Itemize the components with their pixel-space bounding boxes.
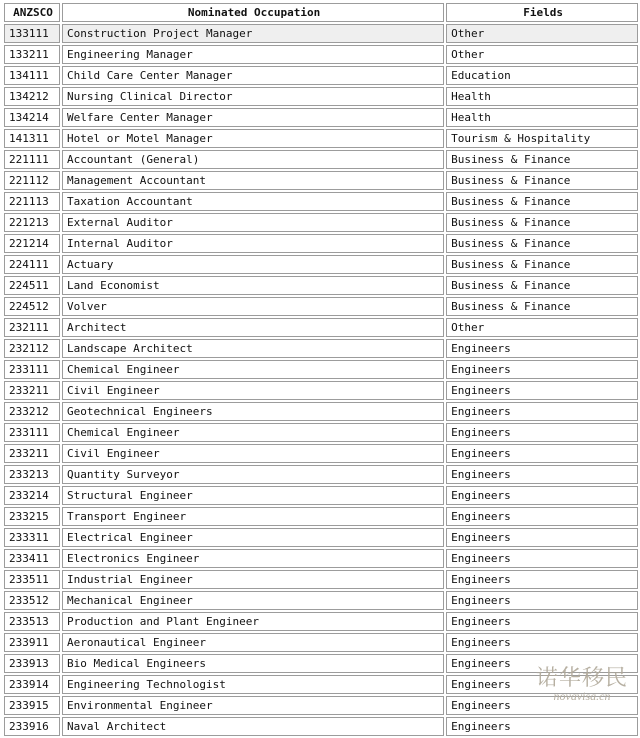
table-row bbox=[4, 129, 638, 148]
cell-anzsco: 232112 bbox=[4, 339, 60, 358]
cell-anzsco: 133211 bbox=[4, 45, 60, 64]
table-row bbox=[4, 87, 638, 106]
cell-field: Engineers bbox=[446, 423, 638, 442]
cell-field: Health bbox=[446, 108, 638, 127]
cell-anzsco: 224512 bbox=[4, 297, 60, 316]
cell-anzsco: 134111 bbox=[4, 66, 60, 85]
cell-anzsco: 221111 bbox=[4, 150, 60, 169]
cell-field: Other bbox=[446, 24, 638, 43]
cell-field: Business & Finance bbox=[446, 192, 638, 211]
cell-occupation: Mechanical Engineer bbox=[62, 591, 444, 610]
cell-field: Engineers bbox=[446, 444, 638, 463]
cell-field: Engineers bbox=[446, 654, 638, 673]
cell-field: Engineers bbox=[446, 360, 638, 379]
cell-anzsco: 224511 bbox=[4, 276, 60, 295]
table-body bbox=[4, 24, 638, 736]
cell-occupation: Construction Project Manager bbox=[62, 24, 444, 43]
table-row bbox=[4, 402, 638, 421]
table-row bbox=[4, 255, 638, 274]
table-row bbox=[4, 297, 638, 316]
watermark-chinese: 诺华移民 bbox=[535, 666, 628, 691]
cell-field: Engineers bbox=[446, 507, 638, 526]
table-row bbox=[4, 276, 638, 295]
table-row bbox=[4, 24, 638, 43]
cell-occupation: Volver bbox=[62, 297, 444, 316]
cell-anzsco: 233111 bbox=[4, 360, 60, 379]
cell-field: Business & Finance bbox=[446, 255, 638, 274]
cell-occupation: Aeronautical Engineer bbox=[62, 633, 444, 652]
cell-anzsco: 233913 bbox=[4, 654, 60, 673]
cell-anzsco: 233111 bbox=[4, 423, 60, 442]
cell-field: Business & Finance bbox=[446, 276, 638, 295]
cell-field: Tourism & Hospitality bbox=[446, 129, 638, 148]
cell-occupation: Landscape Architect bbox=[62, 339, 444, 358]
cell-anzsco: 133111 bbox=[4, 24, 60, 43]
cell-anzsco: 233214 bbox=[4, 486, 60, 505]
table-row bbox=[4, 234, 638, 253]
cell-field: Engineers bbox=[446, 402, 638, 421]
cell-occupation: Land Economist bbox=[62, 276, 444, 295]
cell-anzsco: 233916 bbox=[4, 717, 60, 736]
cell-occupation: Internal Auditor bbox=[62, 234, 444, 253]
cell-field: Engineers bbox=[446, 465, 638, 484]
cell-occupation: Quantity Surveyor bbox=[62, 465, 444, 484]
table-row bbox=[4, 213, 638, 232]
cell-occupation: Civil Engineer bbox=[62, 381, 444, 400]
cell-field: Engineers bbox=[446, 591, 638, 610]
cell-occupation: Taxation Accountant bbox=[62, 192, 444, 211]
cell-field: Business & Finance bbox=[446, 297, 638, 316]
cell-field: Engineers bbox=[446, 717, 638, 736]
cell-anzsco: 232111 bbox=[4, 318, 60, 337]
cell-field: Business & Finance bbox=[446, 234, 638, 253]
cell-anzsco: 233212 bbox=[4, 402, 60, 421]
cell-anzsco: 233513 bbox=[4, 612, 60, 631]
table-row bbox=[4, 549, 638, 568]
cell-anzsco: 233911 bbox=[4, 633, 60, 652]
cell-anzsco: 233411 bbox=[4, 549, 60, 568]
table-row bbox=[4, 192, 638, 211]
cell-occupation: Child Care Center Manager bbox=[62, 66, 444, 85]
table-row bbox=[4, 171, 638, 190]
cell-anzsco: 233915 bbox=[4, 696, 60, 715]
cell-field: Engineers bbox=[446, 696, 638, 715]
header-anzsco: ANZSCO bbox=[4, 3, 60, 22]
table-row bbox=[4, 486, 638, 505]
cell-occupation: Geotechnical Engineers bbox=[62, 402, 444, 421]
table-row bbox=[4, 465, 638, 484]
table-row bbox=[4, 318, 638, 337]
cell-field: Education bbox=[446, 66, 638, 85]
cell-anzsco: 233211 bbox=[4, 444, 60, 463]
cell-field: Engineers bbox=[446, 612, 638, 631]
table-row bbox=[4, 108, 638, 127]
cell-occupation: Architect bbox=[62, 318, 444, 337]
cell-field: Engineers bbox=[446, 549, 638, 568]
table-row bbox=[4, 528, 638, 547]
cell-occupation: Industrial Engineer bbox=[62, 570, 444, 589]
cell-anzsco: 134212 bbox=[4, 87, 60, 106]
table-row bbox=[4, 612, 638, 631]
cell-occupation: Chemical Engineer bbox=[62, 360, 444, 379]
cell-occupation: Chemical Engineer bbox=[62, 423, 444, 442]
cell-field: Business & Finance bbox=[446, 171, 638, 190]
cell-occupation: Electrical Engineer bbox=[62, 528, 444, 547]
cell-field: Engineers bbox=[446, 528, 638, 547]
cell-occupation: Naval Architect bbox=[62, 717, 444, 736]
cell-anzsco: 224111 bbox=[4, 255, 60, 274]
header-nominated-occupation: Nominated Occupation bbox=[62, 3, 444, 22]
table-row bbox=[4, 150, 638, 169]
cell-occupation: Nursing Clinical Director bbox=[62, 87, 444, 106]
cell-anzsco: 221214 bbox=[4, 234, 60, 253]
cell-occupation: Accountant (General) bbox=[62, 150, 444, 169]
table-row bbox=[4, 717, 638, 736]
cell-anzsco: 233512 bbox=[4, 591, 60, 610]
cell-anzsco: 134214 bbox=[4, 108, 60, 127]
cell-occupation: Environmental Engineer bbox=[62, 696, 444, 715]
cell-field: Engineers bbox=[446, 486, 638, 505]
cell-occupation: Management Accountant bbox=[62, 171, 444, 190]
cell-occupation: Structural Engineer bbox=[62, 486, 444, 505]
cell-field: Engineers bbox=[446, 381, 638, 400]
header-fields: Fields bbox=[446, 3, 638, 22]
cell-anzsco: 233211 bbox=[4, 381, 60, 400]
cell-anzsco: 221213 bbox=[4, 213, 60, 232]
table-row bbox=[4, 633, 638, 652]
cell-field: Business & Finance bbox=[446, 213, 638, 232]
cell-field: Business & Finance bbox=[446, 150, 638, 169]
table-row bbox=[4, 591, 638, 610]
table-row bbox=[4, 381, 638, 400]
cell-field: Engineers bbox=[446, 675, 638, 694]
table-row bbox=[4, 423, 638, 442]
table-row bbox=[4, 570, 638, 589]
cell-occupation: Engineering Technologist bbox=[62, 675, 444, 694]
cell-occupation: Engineering Manager bbox=[62, 45, 444, 64]
cell-occupation: Welfare Center Manager bbox=[62, 108, 444, 127]
watermark-english: novavisa.cn bbox=[553, 689, 611, 703]
cell-occupation: Hotel or Motel Manager bbox=[62, 129, 444, 148]
cell-occupation: Actuary bbox=[62, 255, 444, 274]
cell-anzsco: 233215 bbox=[4, 507, 60, 526]
header-row bbox=[4, 3, 638, 22]
cell-anzsco: 233914 bbox=[4, 675, 60, 694]
cell-anzsco: 233311 bbox=[4, 528, 60, 547]
cell-field: Engineers bbox=[446, 633, 638, 652]
cell-field: Engineers bbox=[446, 570, 638, 589]
cell-occupation: Transport Engineer bbox=[62, 507, 444, 526]
table-row bbox=[4, 66, 638, 85]
table-row bbox=[4, 360, 638, 379]
cell-occupation: External Auditor bbox=[62, 213, 444, 232]
cell-anzsco: 233511 bbox=[4, 570, 60, 589]
table-row bbox=[4, 339, 638, 358]
cell-occupation: Bio Medical Engineers bbox=[62, 654, 444, 673]
cell-field: Other bbox=[446, 318, 638, 337]
cell-field: Other bbox=[446, 45, 638, 64]
cell-anzsco: 141311 bbox=[4, 129, 60, 148]
occupation-table bbox=[2, 1, 640, 738]
cell-occupation: Production and Plant Engineer bbox=[62, 612, 444, 631]
table-row bbox=[4, 507, 638, 526]
table-row bbox=[4, 444, 638, 463]
cell-occupation: Civil Engineer bbox=[62, 444, 444, 463]
cell-anzsco: 233213 bbox=[4, 465, 60, 484]
watermark-logo bbox=[536, 661, 628, 704]
cell-field: Health bbox=[446, 87, 638, 106]
table-row bbox=[4, 45, 638, 64]
cell-anzsco: 221113 bbox=[4, 192, 60, 211]
cell-anzsco: 221112 bbox=[4, 171, 60, 190]
cell-occupation: Electronics Engineer bbox=[62, 549, 444, 568]
cell-field: Engineers bbox=[446, 339, 638, 358]
